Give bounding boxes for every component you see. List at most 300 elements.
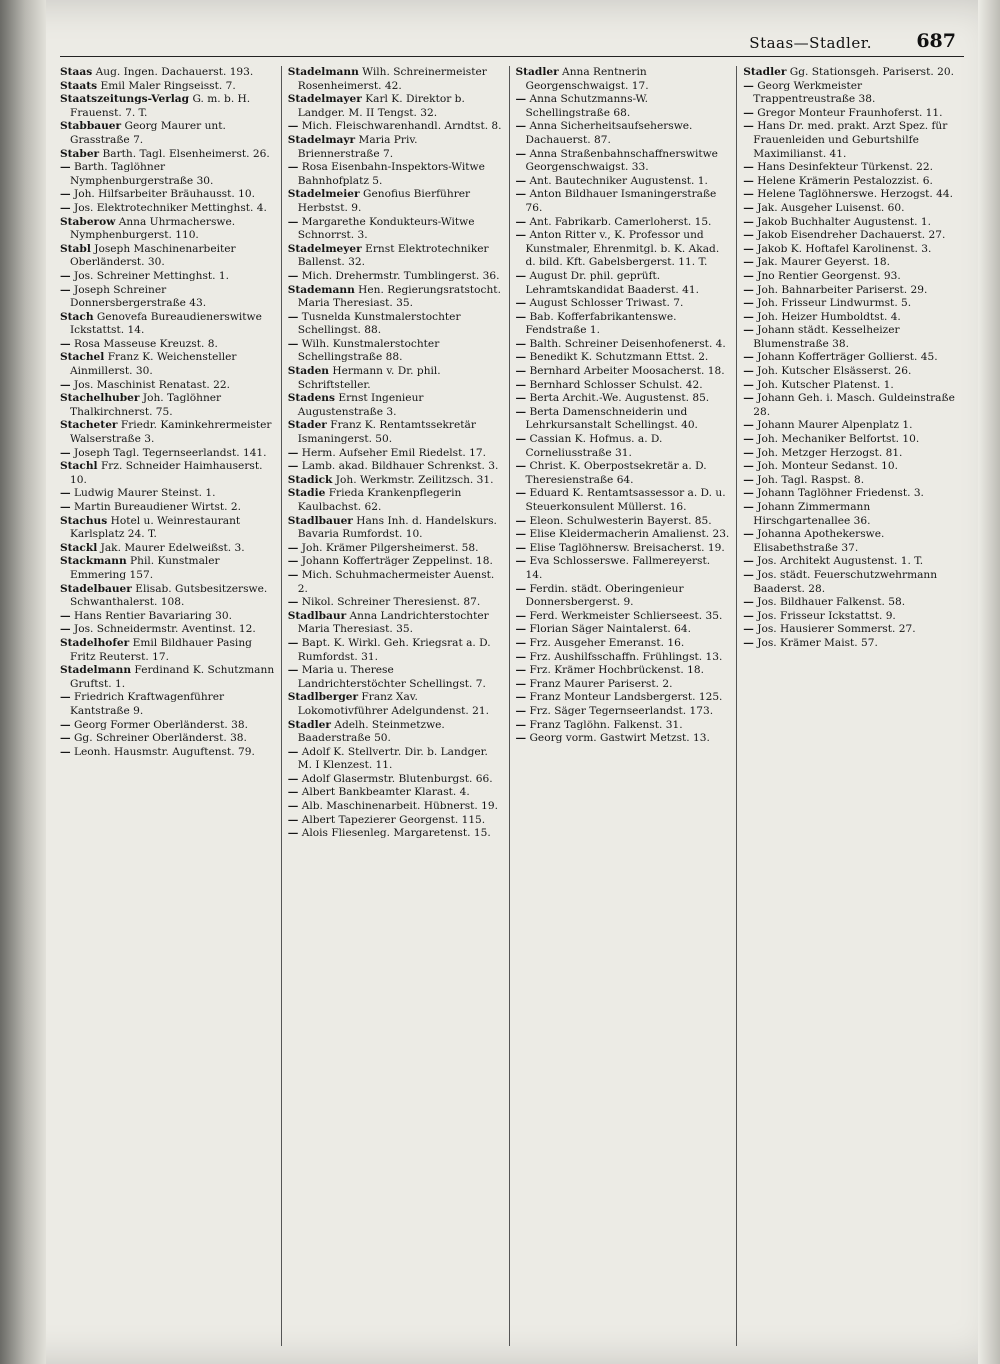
running-title: Staas—Stadler. <box>749 34 872 52</box>
entry-surname: — <box>60 745 71 758</box>
entry-details: Joseph Schreiner Donnersbergerstraße 43. <box>70 283 207 310</box>
entry-surname: — <box>743 623 754 636</box>
entry-surname: — <box>515 623 527 636</box>
entry-surname: — <box>287 269 299 282</box>
entry-details: Joseph Maschinenarbeiter Oberländerst. 30. <box>70 242 236 269</box>
entry-surname: — <box>287 120 299 133</box>
entry-details: Margarethe Kondukteurs-Witwe Schnorrst. 3. <box>297 215 475 242</box>
directory-entry <box>743 297 958 311</box>
entry-details: Hans Rentier Bavariaring 30. <box>70 609 232 622</box>
directory-entry <box>516 338 731 352</box>
entry-details: Frieda Krankenpflegerin Kaulbachst. 62. <box>297 487 462 513</box>
directory-entry <box>60 732 275 746</box>
entry-details: Helene Taglöhnerswe. Herzogst. 44. <box>753 188 954 201</box>
entry-surname: — <box>515 433 527 446</box>
entry-details: Jos. Elektrotechniker Mettinghst. 4. <box>70 201 267 214</box>
directory-entry <box>516 555 731 582</box>
directory-entry <box>60 80 275 94</box>
directory-entry <box>743 202 958 216</box>
entry-details: Christ. K. Oberpostsekretär a. D. Theresienstraße 64. <box>525 460 707 486</box>
entry-surname: — <box>515 460 527 473</box>
entry-details: Joh. Metzger Herzogst. 81. <box>753 446 903 459</box>
entry-surname: — <box>515 365 527 378</box>
entry-surname: — <box>743 460 754 473</box>
entry-details: Frz. Krämer Hochbrückenst. 18. <box>526 664 704 677</box>
entry-surname: — <box>60 378 71 391</box>
directory-entry <box>743 623 958 637</box>
directory-entry <box>516 460 731 487</box>
entry-surname: Stabl <box>60 242 91 255</box>
directory-entry <box>516 623 731 637</box>
entry-details: Gg. Stationsgeh. Pariserst. 20. <box>786 66 954 78</box>
entry-surname: — <box>743 351 754 364</box>
entry-surname: — <box>515 405 527 418</box>
entry-surname: — <box>287 310 299 323</box>
directory-entry <box>60 447 275 461</box>
directory-entry <box>60 284 275 311</box>
directory-entry <box>516 188 731 215</box>
directory-entry <box>743 487 958 501</box>
entry-surname: — <box>515 188 527 201</box>
directory-entry <box>60 501 275 515</box>
entry-details: Anna Uhrmacherswe. Nymphenburgerst. 110. <box>70 215 236 242</box>
entry-details: Joseph Tagl. Tegernseerlandst. 141. <box>70 446 267 459</box>
directory-entry <box>743 66 958 80</box>
entry-surname: — <box>515 229 527 242</box>
entry-surname: Stachel <box>60 351 105 364</box>
entry-surname: — <box>287 745 299 758</box>
directory-entry <box>743 80 958 107</box>
entry-surname: — <box>60 691 71 704</box>
entry-details: Ant. Bautechniker Augustenst. 1. <box>526 174 708 187</box>
entry-surname: — <box>60 487 71 500</box>
entry-surname: — <box>743 215 754 228</box>
directory-entry <box>288 311 503 338</box>
entry-details: Georg vorm. Gastwirt Metzst. 13. <box>526 732 710 745</box>
entry-surname: Stadlbauer <box>287 514 353 527</box>
entry-surname: Stachus <box>60 514 108 527</box>
entry-details: Ludwig Maurer Steinst. 1. <box>70 487 216 500</box>
entry-surname: — <box>515 215 527 228</box>
directory-entry <box>516 229 731 270</box>
entry-surname: — <box>515 147 527 160</box>
entry-details: Berta Archit.-We. Augustenst. 85. <box>526 392 710 405</box>
directory-entry <box>743 284 958 298</box>
entry-surname: Stadelmann <box>60 664 132 677</box>
entry-surname: — <box>515 582 527 595</box>
directory-entry <box>516 637 731 651</box>
directory-entry <box>743 188 958 202</box>
entry-surname: Staber <box>60 147 100 160</box>
entry-details: Franz Xav. Lokomotivführer Adelgundenst. 21. <box>297 691 490 717</box>
entry-details: Hans Inh. d. Handelskurs. Bavaria Rumfordst. 10. <box>297 514 497 541</box>
directory-entry <box>743 243 958 257</box>
directory-entry <box>60 93 275 120</box>
page-header <box>60 26 964 57</box>
entry-surname: — <box>743 555 754 568</box>
entry-details: Cassian K. Hofmus. a. D. Corneliusstraße 31. <box>525 433 663 459</box>
entry-details: Joh. Heizer Humboldtst. 4. <box>753 310 901 323</box>
entry-surname: — <box>743 297 754 310</box>
entry-details: Joh. Hilfsarbeiter Bräuhausst. 10. <box>70 188 255 201</box>
entry-surname: — <box>743 229 754 242</box>
entry-surname: Stademann <box>287 283 355 296</box>
entry-details: Jakob Eisendreher Dachauerst. 27. <box>753 229 946 242</box>
directory-entry <box>60 148 275 162</box>
entry-surname: Stadelmeyer <box>287 242 362 255</box>
entry-surname: Stadelmayer <box>287 93 362 106</box>
entry-details: Genofius Bierführer Herbstst. 9. <box>297 188 471 214</box>
entry-surname: — <box>743 365 754 378</box>
entry-details: Franz Maurer Pariserst. 2. <box>526 677 673 690</box>
directory-entry <box>288 161 503 188</box>
entry-surname: Stadler <box>515 66 559 78</box>
entry-surname: — <box>60 609 71 622</box>
entry-details: Joh. Kutscher Platenst. 1. <box>753 378 894 391</box>
directory-entry <box>60 311 275 338</box>
entry-surname: Stadie <box>287 487 326 500</box>
entry-surname: — <box>287 596 299 609</box>
directory-entry <box>288 134 503 161</box>
directory-entry <box>743 569 958 596</box>
directory-entry <box>288 596 503 610</box>
entry-surname: — <box>287 215 299 228</box>
directory-entry <box>743 637 958 651</box>
entry-details: Jno Rentier Georgenst. 93. <box>753 269 901 282</box>
entry-details: Ferdin. städt. Oberingenieur Donnersbergerst. 9. <box>525 582 684 609</box>
entry-surname: — <box>515 120 527 133</box>
entry-details: Joh. Tagl. Raspst. 8. <box>753 473 865 486</box>
entry-details: Eduard K. Rentamtsassessor a. D. u. Steuerkonsulent Müllerst. 16. <box>525 487 726 513</box>
entry-details: Friedrich Kraftwagenführer Kantstraße 9. <box>70 691 225 717</box>
entry-surname: — <box>515 337 527 350</box>
entry-details: Jos. städt. Feuerschutzwehrmann Baaderst. 28. <box>753 568 938 595</box>
entry-surname: — <box>515 664 527 677</box>
entry-surname: — <box>515 174 527 187</box>
entry-details: Joh. Monteur Sedanst. 10. <box>753 460 898 473</box>
directory-entry <box>288 474 503 488</box>
directory-entry <box>60 487 275 501</box>
directory-entry <box>288 719 503 746</box>
entry-surname: — <box>743 446 754 459</box>
book-spine-shadow <box>0 0 46 1364</box>
entry-details: Ferdinand K. Schutzmann Gruftst. 1. <box>70 664 275 690</box>
entry-surname: — <box>515 269 527 282</box>
directory-entry <box>288 365 503 392</box>
entry-details: Adelh. Steinmetzwe. Baaderstraße 50. <box>297 718 445 745</box>
entry-details: Alois Fliesenleg. Margaretenst. 15. <box>298 827 491 840</box>
entry-surname: Stader <box>287 419 327 432</box>
entry-surname: — <box>515 514 527 527</box>
entry-surname: Stadick <box>287 473 333 486</box>
entry-surname: Staberow <box>60 215 116 228</box>
directory-entry <box>60 379 275 393</box>
entry-details: Maria u. Therese Landrichterstöchter Schellingst. 7. <box>297 664 486 690</box>
directory-entry <box>288 569 503 596</box>
entry-details: Johann Zimmermann Hirschgartenallee 36. <box>753 501 871 527</box>
directory-entry <box>60 188 275 202</box>
entry-details: Gg. Schreiner Oberländerst. 38. <box>70 732 247 745</box>
directory-entry <box>516 719 731 733</box>
directory-entry <box>516 732 731 746</box>
entry-details: Barth. Tagl. Elsenheimerst. 26. <box>99 147 270 160</box>
entry-surname: — <box>60 501 71 513</box>
entry-details: Jos. Schreiner Mettinghst. 1. <box>70 269 229 282</box>
entry-surname: — <box>515 609 527 622</box>
entry-details: Rosa Eisenbahn-Inspektors-Witwe Bahnhofplatz 5. <box>297 161 485 187</box>
entry-details: Martin Bureaudiener Wirtst. 2. <box>70 501 242 513</box>
entry-details: Johann Kofferträger Gollierst. 45. <box>753 351 938 364</box>
entry-details: Benedikt K. Schutzmann Ettst. 2. <box>526 351 709 364</box>
directory-entry <box>288 637 503 664</box>
directory-entry <box>288 419 503 446</box>
entry-surname: — <box>743 487 754 500</box>
directory-entry <box>516 365 731 379</box>
directory-entry <box>743 379 958 393</box>
directory-columns <box>54 66 964 1346</box>
entry-details: Herm. Aufseher Emil Riedelst. 17. <box>298 446 486 459</box>
directory-entry <box>516 93 731 120</box>
entry-surname: — <box>515 310 527 323</box>
entry-surname: — <box>515 704 527 717</box>
directory-entry <box>288 555 503 569</box>
entry-surname: — <box>60 446 71 459</box>
entry-details: Franz Monteur Landsbergerst. 125. <box>526 691 723 704</box>
directory-entry <box>516 515 731 529</box>
directory-entry <box>743 256 958 270</box>
entry-details: Georg Maurer unt. Grasstraße 7. <box>70 120 226 146</box>
entry-surname: — <box>743 501 754 513</box>
directory-entry <box>516 705 731 719</box>
directory-entry <box>516 311 731 338</box>
directory-entry <box>288 188 503 215</box>
entry-surname: — <box>743 568 754 581</box>
entry-details: Emil Bildhauer Pasing Fritz Reuterst. 17. <box>70 636 252 663</box>
entry-details: Jos. Maschinist Renatast. 22. <box>70 378 231 391</box>
entry-details: Johanna Apothekerswe. Elisabethstraße 37. <box>753 528 885 554</box>
entry-surname: Stadler <box>287 718 331 731</box>
directory-entry <box>743 351 958 365</box>
entry-details: Jak. Ausgeher Luisenst. 60. <box>753 201 905 214</box>
entry-details: Albert Bankbeamter Klarast. 4. <box>298 786 470 799</box>
directory-entry <box>288 284 503 311</box>
directory-entry <box>743 216 958 230</box>
entry-surname: — <box>743 473 754 486</box>
directory-entry <box>60 270 275 284</box>
entry-details: Leonh. Hausmstr. Auguftenst. 79. <box>70 745 255 758</box>
column-1 <box>54 66 282 1346</box>
directory-entry <box>288 447 503 461</box>
directory-entry <box>288 243 503 270</box>
directory-entry <box>60 419 275 446</box>
directory-entry <box>743 460 958 474</box>
entry-surname: — <box>60 732 71 745</box>
entry-details: Lamb. akad. Bildhauer Schrenkst. 3. <box>298 460 499 473</box>
entry-details: Bab. Kofferfabrikantenswe. Fendstraße 1. <box>525 310 677 337</box>
directory-entry <box>60 610 275 624</box>
entry-surname: — <box>515 677 527 690</box>
entry-surname: — <box>515 691 527 704</box>
directory-entry <box>288 542 503 556</box>
directory-entry <box>60 351 275 378</box>
entry-surname: Stadens <box>287 392 335 405</box>
entry-details: Anton Ritter v., K. Professor und Kunstmaler, Ehrenmitgl. b. K. Akad. d. bild. Kft. Gabelsbergerst. 11. T. <box>525 229 720 269</box>
directory-entry <box>516 651 731 665</box>
column-3 <box>510 66 738 1346</box>
entry-details: Jos. Schneidermstr. Aventinst. 12. <box>70 623 256 636</box>
directory-entry <box>288 773 503 787</box>
directory-entry <box>288 270 503 284</box>
entry-surname: — <box>743 433 754 446</box>
directory-entry <box>516 583 731 610</box>
entry-details: Johann Taglöhner Friedenst. 3. <box>753 487 924 500</box>
entry-surname: — <box>287 786 299 799</box>
directory-entry <box>60 623 275 637</box>
entry-surname: — <box>515 732 527 745</box>
entry-surname: — <box>743 378 754 391</box>
entry-details: Rosa Masseuse Kreuzst. 8. <box>70 337 218 350</box>
entry-details: Barth. Taglöhner Nymphenburgerstraße 30. <box>70 161 214 187</box>
directory-entry <box>60 664 275 691</box>
directory-entry <box>743 324 958 351</box>
entry-details: Mich. Fleischwarenhandl. Arndtst. 8. <box>298 120 502 133</box>
entry-surname: — <box>60 201 71 214</box>
directory-entry <box>516 351 731 365</box>
column-4 <box>737 66 964 1346</box>
directory-entry <box>288 800 503 814</box>
directory-entry <box>60 243 275 270</box>
directory-entry <box>516 678 731 692</box>
entry-surname: Stabbauer <box>60 120 122 133</box>
entry-surname: Stadelhofer <box>60 636 130 649</box>
directory-entry <box>516 664 731 678</box>
directory-entry <box>288 515 503 542</box>
entry-details: Johann Geh. i. Masch. Guldeinstraße 28. <box>753 392 955 418</box>
entry-details: Bapt. K. Wirkl. Geh. Kriegsrat a. D. Rumfordst. 31. <box>297 636 491 663</box>
directory-entry <box>60 637 275 664</box>
entry-details: Joh. Bahnarbeiter Pariserst. 29. <box>753 283 928 296</box>
entry-surname: — <box>287 555 299 568</box>
directory-entry <box>288 691 503 718</box>
entry-surname: — <box>515 555 527 568</box>
directory-entry <box>288 610 503 637</box>
directory-entry <box>288 664 503 691</box>
entry-details: Emil Maler Ringseisst. 7. <box>97 79 236 92</box>
entry-details: Jos. Frisseur Ickstattst. 9. <box>753 609 896 622</box>
entry-details: Alb. Maschinenarbeit. Hübnerst. 19. <box>298 800 499 813</box>
entry-details: Bernhard Schlosser Schulst. 42. <box>526 378 703 391</box>
entry-details: Berta Damenschneiderin und Lehrkursanstalt Schellingst. 40. <box>525 405 698 432</box>
entry-details: Adolf K. Stellvertr. Dir. b. Landger. M. I Klenzest. 11. <box>297 745 488 772</box>
entry-details: Elise Kleidermacherin Amalienst. 23. <box>526 528 730 541</box>
entry-details: Eva Schlosserswe. Fallmereyerst. 14. <box>525 555 711 581</box>
entry-details: Eleon. Schulwesterin Bayerst. 85. <box>526 514 712 527</box>
directory-entry <box>516 392 731 406</box>
directory-entry <box>743 229 958 243</box>
entry-details: Anna Schutzmanns-W. Schellingstraße 68. <box>525 93 648 119</box>
directory-entry <box>516 691 731 705</box>
entry-surname: Staatszeitungs-Verlag <box>60 93 190 106</box>
directory-entry <box>516 610 731 624</box>
entry-surname: — <box>743 269 754 282</box>
directory-entry <box>516 433 731 460</box>
directory-entry <box>743 501 958 528</box>
entry-surname: — <box>743 310 754 323</box>
directory-entry <box>516 487 731 514</box>
entry-surname: — <box>515 636 527 649</box>
entry-details: Hotel u. Weinrestaurant Karlsplatz 24. T. <box>70 514 241 541</box>
entry-details: Ernst Elektrotechniker Ballenst. 32. <box>297 242 489 269</box>
entry-surname: Stadelmeier <box>287 188 360 201</box>
directory-entry <box>60 542 275 556</box>
entry-details: August Schlosser Triwast. 7. <box>526 297 684 310</box>
directory-entry <box>743 392 958 419</box>
directory-entry <box>288 120 503 134</box>
entry-surname: Stachl <box>60 460 98 473</box>
directory-entry <box>743 161 958 175</box>
entry-surname: — <box>515 718 527 731</box>
directory-entry <box>288 93 503 120</box>
entry-details: Franz Taglöhn. Falkenst. 31. <box>526 718 683 731</box>
directory-entry <box>60 460 275 487</box>
entry-details: Joh. Werkmstr. Zeilitzsch. 31. <box>332 473 494 486</box>
directory-entry <box>288 746 503 773</box>
entry-surname: — <box>743 242 754 255</box>
entry-details: Wilh. Schreinermeister Rosenheimerst. 42. <box>297 66 487 92</box>
entry-surname: Stadlbaur <box>287 609 347 622</box>
entry-surname: — <box>743 201 754 214</box>
entry-details: Phil. Kunstmaler Emmering 157. <box>70 555 220 581</box>
entry-details: Frz. Schneider Haimhauserst. 10. <box>70 460 263 486</box>
entry-surname: — <box>743 120 754 133</box>
directory-entry <box>288 216 503 243</box>
entry-surname: — <box>743 174 754 187</box>
entry-details: Florian Säger Naintalerst. 64. <box>526 623 691 636</box>
entry-details: Frz. Säger Tegernseerlandst. 173. <box>526 704 714 717</box>
entry-surname: — <box>515 93 527 106</box>
directory-entry <box>516 148 731 175</box>
entry-details: Adolf Glasermstr. Blutenburgst. 66. <box>298 772 493 785</box>
directory-entry <box>743 528 958 555</box>
directory-entry <box>60 719 275 733</box>
directory-entry <box>516 216 731 230</box>
entry-surname: — <box>287 827 299 840</box>
entry-details: Anna Rentnerin Georgenschwaigst. 17. <box>525 66 649 92</box>
directory-entry <box>743 447 958 461</box>
entry-surname: — <box>743 188 754 201</box>
entry-surname: — <box>743 392 754 405</box>
directory-entry <box>60 555 275 582</box>
directory-entry <box>60 583 275 610</box>
directory-entry <box>516 175 731 189</box>
directory-entry <box>60 746 275 760</box>
entry-surname: — <box>515 528 527 541</box>
directory-entry <box>288 487 503 514</box>
entry-surname: — <box>287 337 299 350</box>
entry-details: Helene Krämerin Pestalozzist. 6. <box>753 174 933 187</box>
directory-entry <box>288 66 503 93</box>
entry-surname: Stackl <box>60 541 98 554</box>
column-2 <box>282 66 510 1346</box>
directory-entry <box>288 460 503 474</box>
directory-entry <box>60 515 275 542</box>
entry-surname: — <box>287 541 299 554</box>
entry-surname: Stackmann <box>60 555 127 568</box>
directory-entry <box>516 542 731 556</box>
entry-details: Ferd. Werkmeister Schlierseest. 35. <box>526 609 723 622</box>
directory-entry <box>516 406 731 433</box>
entry-surname: Stachelhuber <box>60 392 140 405</box>
